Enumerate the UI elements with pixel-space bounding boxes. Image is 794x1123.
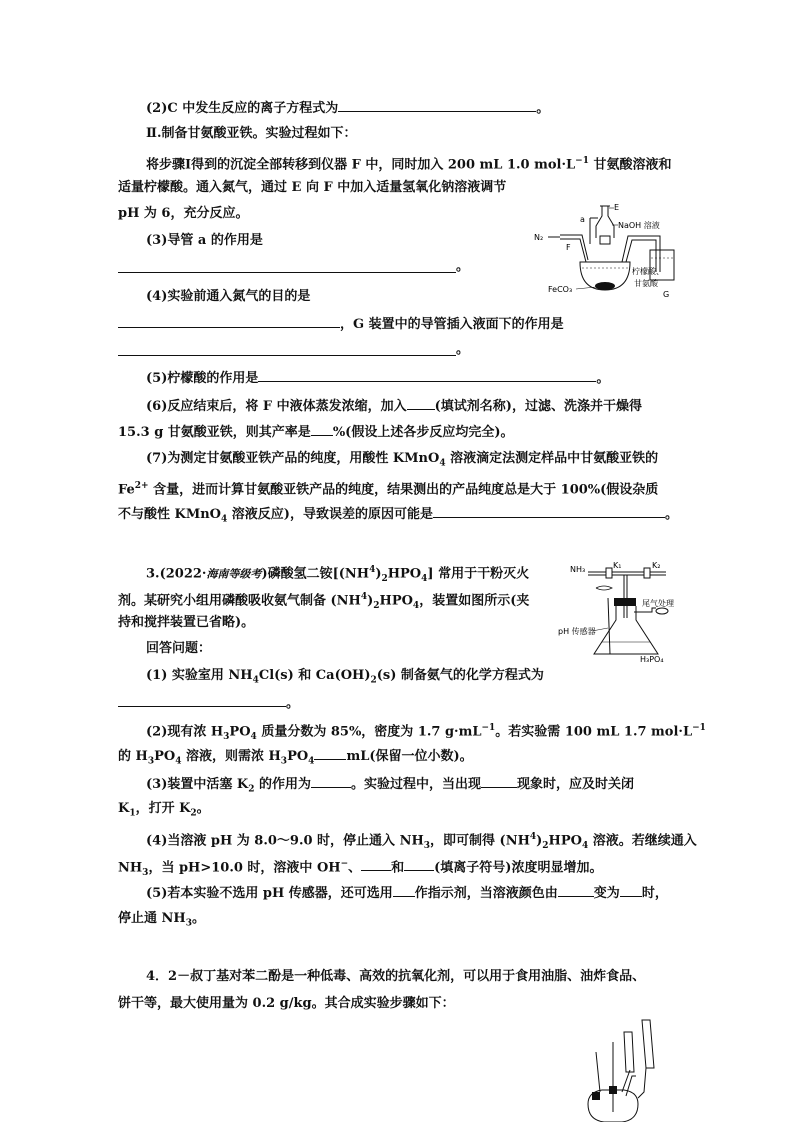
- apparatus-figure-synthesis: [566, 1012, 676, 1122]
- apparatus-figure-ammonium-phosphate: [556, 558, 686, 668]
- label-k1: K₁: [613, 561, 622, 570]
- label-feco3: FeCO₃: [548, 285, 573, 294]
- label-a: a: [580, 215, 585, 224]
- q3-part-5-line-2: 停止通 $NH_3$。: [118, 911, 205, 929]
- q3-line-3: 持和搅拌装置已省略)。: [118, 615, 255, 630]
- q3-part-1: (1) 实验室用 $NH_4Cl(s)$ 和 $Ca(OH)_2(s)$ 制备氨气的化学方程式为: [146, 668, 544, 686]
- question-4: (4)实验前通入氮气的目的是: [146, 289, 311, 304]
- label-k2: K₂: [652, 561, 661, 570]
- q3-part-2-line-1: (2)现有浓 $H_3PO_4$ 质量分数为 85%，密度为 1.7 $g\cdot mL^{-1}$。若实验需 100 mL 1.7 $mol\cdot L^{-1}$: [146, 723, 706, 742]
- q4-line-2: 饼干等，最大使用量为 0.2 g/kg。其合成实验步骤如下：: [118, 996, 455, 1011]
- question-5: (5)柠檬酸的作用是 。: [146, 368, 609, 388]
- period: 。: [456, 342, 470, 357]
- q3-part-3-line-2: $K_1$，打开 $K_2$。: [118, 801, 210, 819]
- q3-line-1: 3.(2022·海南等级考)磷酸氢二铵$[(NH^4)_2HPO_4]$ 常用于干粉灭火: [146, 565, 530, 584]
- label-f: F: [566, 243, 571, 252]
- label-n2: N₂: [534, 233, 544, 242]
- label-citric: 柠檬酸、: [632, 267, 664, 276]
- q3-line-4: 回答问题：: [146, 641, 212, 656]
- q4-line-1: 4．2－叔丁基对苯二酚是一种低毒、高效的抗氧化剂，可以用于食用油脂、油炸食品、: [146, 969, 646, 984]
- label-naoh: NaOH 溶液: [618, 221, 660, 230]
- q3-part-1-blank: 。: [118, 693, 299, 713]
- answer-blank: [118, 272, 456, 273]
- question-7-line-1: (7)为测定甘氨酸亚铁产品的纯度，用酸性 KMnO$_4$ 溶液滴定法测定样品中甘氨酸亚铁的: [146, 451, 659, 469]
- q3-line-2: 剂。某研究小组用磷酸吸收氨气制备 $(NH^4)_2HPO_4$，装置如图所示(夹: [118, 592, 530, 611]
- question-4-line-2: ，G 装置中的导管插入液面下的作用是: [118, 314, 564, 334]
- procedure-line-1: 将步骤Ⅰ得到的沉淀全部转移到仪器 F 中，同时加入 200 mL 1.0 $mol\cdot L^{-1}$ 甘氨酸溶液和: [146, 156, 672, 173]
- question-6-line-1: (6)反应结束后，将 F 中液体蒸发浓缩，加入 (填试剂名称)，过滤、洗涤并干燥得: [146, 396, 642, 416]
- question-7-line-3: 不与酸性 KMnO$_4$ 溶液反应)，导致误差的原因可能是 。: [118, 504, 678, 529]
- procedure-line-3: pH 为 6，充分反应。: [118, 206, 249, 221]
- question-6-line-2: 15.3 g 甘氨酸亚铁，则其产率是 %(假设上述各步反应均完全)。: [118, 422, 513, 442]
- label-tail-gas: 尾气处理: [642, 599, 674, 608]
- label-nh3: NH₃: [570, 565, 586, 574]
- label-g: G: [663, 290, 670, 299]
- label-e: E: [614, 203, 620, 212]
- answer-blank: [118, 355, 456, 356]
- q3-part-4-line-1: (4)当溶液 pH 为 8.0～9.0 时，停止通入 $NH_3$，即可制得 $(NH^4)_2HPO_4$ 溶液。若继续通入: [146, 832, 697, 851]
- q3-part-4-line-2: $NH_3$，当 pH>10.0 时，溶液中 OH−、 和 (填离子符号)浓度明显增加。: [118, 859, 603, 878]
- question-3: (3)导管 a 的作用是: [146, 233, 263, 248]
- apparatus-figure-glycinate: [530, 198, 680, 300]
- part2-title: Ⅱ.制备甘氨酸亚铁。实验过程如下：: [146, 126, 357, 141]
- label-ph-sensor: pH 传感器: [558, 627, 596, 636]
- procedure-line-2: 适量柠檬酸。通入氮气，通过 E 向 F 中加入适量氢氧化钠溶液调节: [118, 180, 507, 195]
- period: 。: [456, 259, 470, 274]
- question-7-line-2: $Fe^{2+}$ 含量，进而计算甘氨酸亚铁产品的纯度，结果测出的产品纯度总是大于 100%(假设杂质: [118, 481, 659, 498]
- q3-part-3-line-1: (3)装置中活塞 $K_2$ 的作用为 。实验过程中，当出现 现象时，应及时关闭: [146, 774, 634, 799]
- q2-part2-line: (2)C 中发生反应的离子方程式为 。: [146, 98, 549, 118]
- q3-part-2-line-2: 的 $H_3PO_4$ 溶液，则需浓 $H_3PO_4$ mL(保留一位小数)。: [118, 746, 473, 771]
- label-gly: 甘氨酸: [634, 279, 658, 288]
- q3-part-5-line-1: (5)若本实验不选用 pH 传感器，还可选用 作指示剂，当溶液颜色由 变为 时，: [146, 883, 668, 903]
- label-h3po4: H₃PO₄: [640, 655, 664, 664]
